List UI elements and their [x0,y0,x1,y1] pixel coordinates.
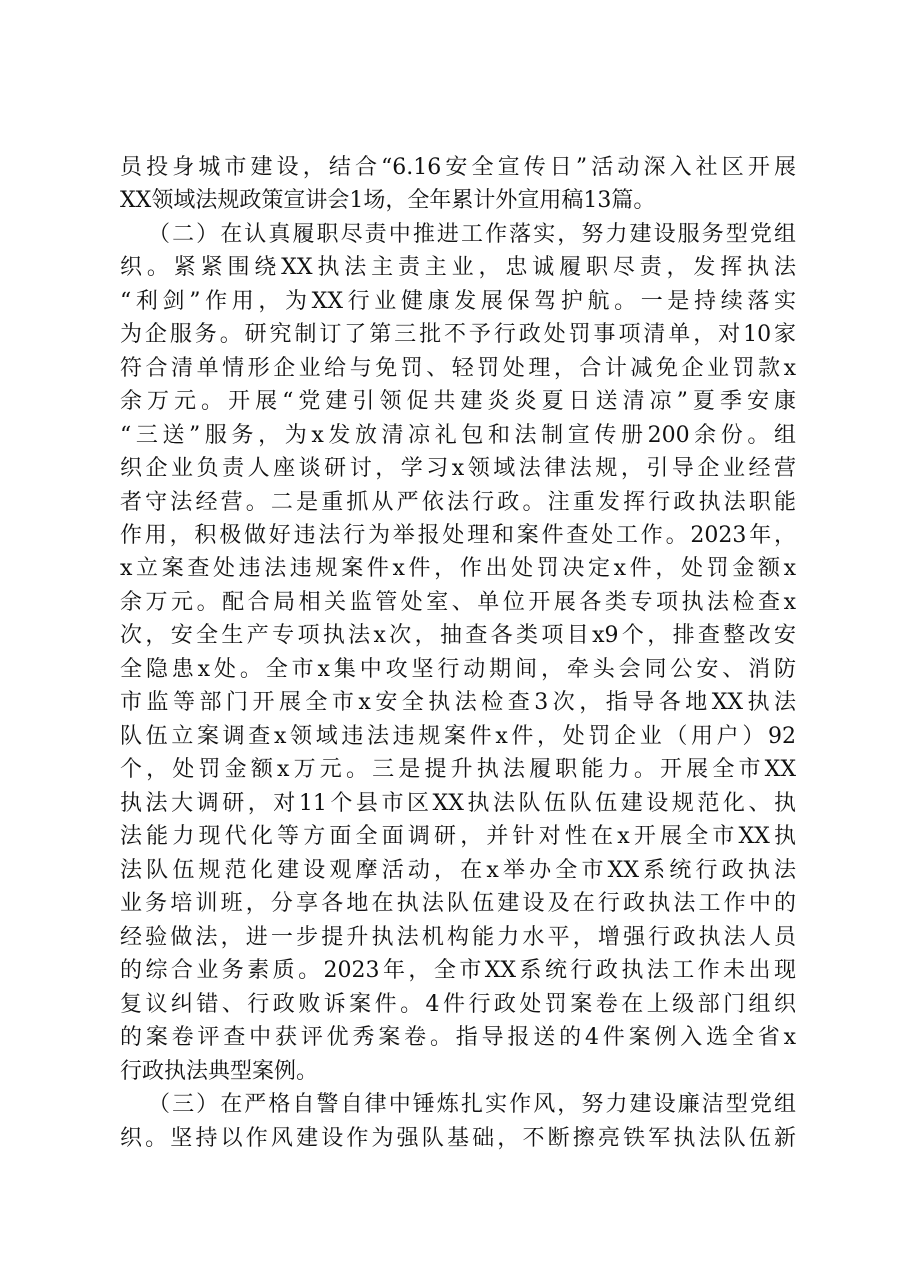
text-line: 余万元。配合局相关监管处室、单位开展各类专项执法检查x [120,590,796,615]
text-line: 符合清单情形企业给与免罚、轻罚处理，合计减免企业罚款x [120,356,796,381]
paragraph-heading-3: （三）在严格自警自律中锤炼扎实作风，努力建设廉洁型党组 [148,1092,796,1117]
text-line: 员投身城市建设，结合“6.16安全宣传日”活动深入社区开展 [120,155,796,180]
text-line: “利剑”作用，为XX行业健康发展保驾护航。一是持续落实 [120,289,796,314]
text-line: “三送”服务，为x发放清凉礼包和法制宣传册200余份。组 [120,423,796,448]
text-line: 经验做法，进一步提升执法机构能力水平，增强行政执法人员 [120,925,796,950]
text-line: 业务培训班，分享各地在执法队伍建设及在行政执法工作中的 [120,891,796,916]
text-line: 行政执法典型案例。 [120,1059,319,1084]
text-line: 个，处罚金额x万元。三是提升执法履职能力。开展全市XX [120,757,796,782]
paragraph-heading-2: （二）在认真履职尽责中推进工作落实，努力建设服务型党组 [148,222,796,247]
text-line: 为企服务。研究制订了第三批不予行政处罚事项清单，对10家 [120,322,796,347]
text-line: 法队伍规范化建设观摩活动，在x举办全市XX系统行政执法 [120,858,796,883]
text-line: 队伍立案调查x领域违法违规案件x件，处罚企业（用户）92 [120,724,796,749]
text-line: XX领域法规政策宣讲会1场，全年累计外宣用稿13篇。 [120,188,656,213]
text-line: 的案卷评查中获评优秀案卷。指导报送的4件案例入选全省x [120,1025,796,1050]
text-line: 作用，积极做好违法行为举报处理和案件查处工作。2023年， [120,523,796,548]
text-line: 者守法经营。二是重抓从严依法行政。注重发挥行政执法职能 [120,490,796,515]
text-line: 余万元。开展“党建引领促共建炎炎夏日送清凉”夏季安康 [120,389,796,414]
text-line: 织。紧紧围绕XX执法主责主业，忠诚履职尽责，发挥执法 [120,255,796,280]
text-line: 织企业负责人座谈研讨，学习x领域法律法规，引导企业经营 [120,456,796,481]
text-line: x立案查处违法违规案件x件，作出处罚决定x件，处罚金额x [120,556,796,581]
text-line: 复议纠错、行政败诉案件。4件行政处罚案卷在上级部门组织 [120,992,796,1017]
text-line: 全隐患x处。全市x集中攻坚行动期间，牵头会同公安、消防 [120,657,796,682]
text-line: 的综合业务素质。2023年，全市XX系统行政执法工作未出现 [120,958,796,983]
text-line: 市监等部门开展全市x安全执法检查3次，指导各地XX执法 [120,690,796,715]
text-line: 法能力现代化等方面全面调研，并针对性在x开展全市XX执 [120,824,796,849]
text-line: 次，安全生产专项执法x次，抽查各类项目x9个，排查整改安 [120,623,796,648]
text-line: 执法大调研，对11个县市区XX执法队伍队伍建设规范化、执 [120,791,796,816]
text-line: 织。坚持以作风建设作为强队基础，不断擦亮铁军执法队伍新 [120,1126,796,1151]
